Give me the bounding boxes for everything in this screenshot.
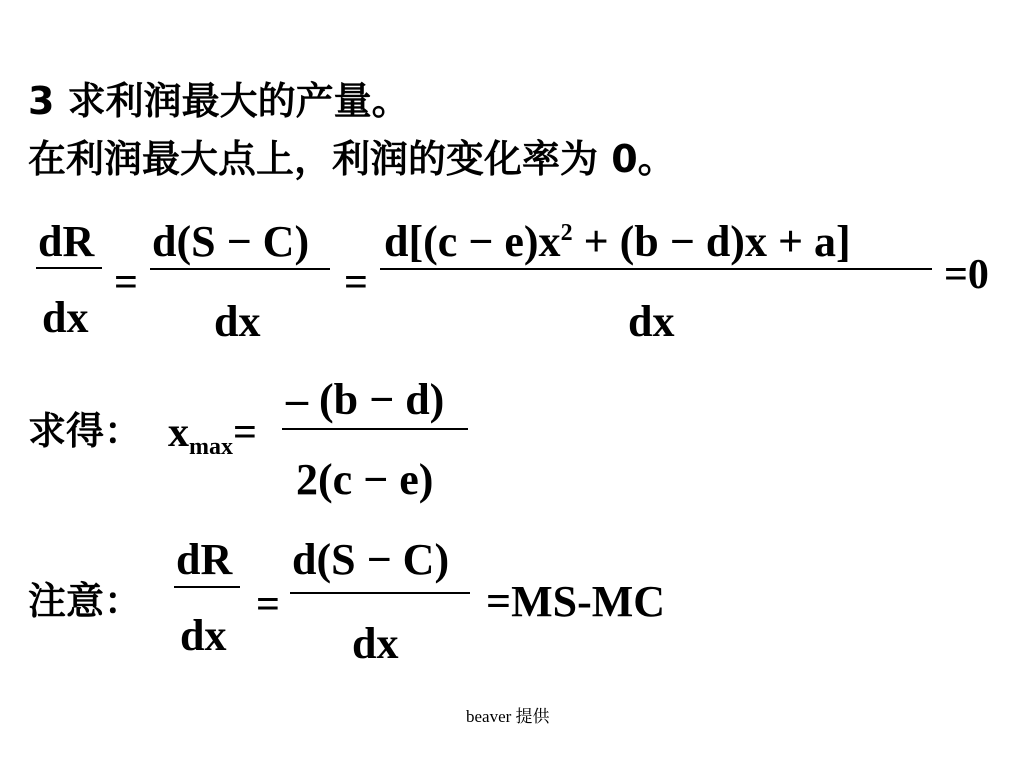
eq1-equals-b xyxy=(344,262,368,304)
eq1-rhs-numerator xyxy=(384,217,851,266)
eq2-label: 求得： xyxy=(28,409,143,453)
eq3-equals: = xyxy=(256,582,280,628)
eq1-mid-denominator: dx xyxy=(214,297,261,346)
eq1-rhs-fraction-bar xyxy=(380,268,932,270)
heading-line-1: 3 求利润最大的产量。 xyxy=(28,79,410,123)
eq1-rhs-exponent: 2 xyxy=(560,220,573,246)
eq3-result: =MS-MC xyxy=(486,577,666,626)
eq2-numerator: – (b − d) xyxy=(286,375,445,424)
eq3-mid-numerator: d(S − C) xyxy=(292,535,450,584)
eq1-equals-a: = xyxy=(114,260,138,306)
eq3-lhs-numerator: dR xyxy=(176,535,233,584)
eq1-mid-numerator: d(S − C) xyxy=(152,217,310,266)
heading-line-2: 在利润最大点上，利润的变化率为 0。 xyxy=(28,137,676,181)
eq2-fraction-bar xyxy=(282,428,468,430)
eq1-rhs-num-part2: + (b − d)x + a] xyxy=(572,217,851,266)
eq3-mid-fraction-bar xyxy=(290,592,470,594)
footer-credit: beaver 提供 xyxy=(466,707,550,726)
eq1-lhs-denominator: dx xyxy=(42,293,89,342)
eq3-label: 注意： xyxy=(28,579,143,623)
eq3-lhs-denominator: dx xyxy=(180,611,227,660)
eq2-variable xyxy=(168,412,257,459)
eq1-mid-fraction-bar xyxy=(150,268,330,270)
eq1-rhs-denominator: dx xyxy=(628,297,675,346)
eq2-var-x: x xyxy=(168,410,189,456)
eq3-mid-denominator: dx xyxy=(352,619,399,668)
eq1-lhs-numerator: dR xyxy=(38,217,95,266)
eq2-var-subscript: max xyxy=(189,434,233,460)
eq3-lhs-fraction-bar xyxy=(174,586,240,588)
eq1-equals-b-text: = xyxy=(344,260,368,306)
eq1-result: =0 xyxy=(944,252,989,298)
eq1-lhs-fraction-bar xyxy=(36,267,102,269)
eq1-rhs-num-part1: d[(c − e)x xyxy=(384,217,561,266)
eq2-equals: = xyxy=(233,410,257,456)
eq2-denominator: 2(c − e) xyxy=(296,455,434,504)
